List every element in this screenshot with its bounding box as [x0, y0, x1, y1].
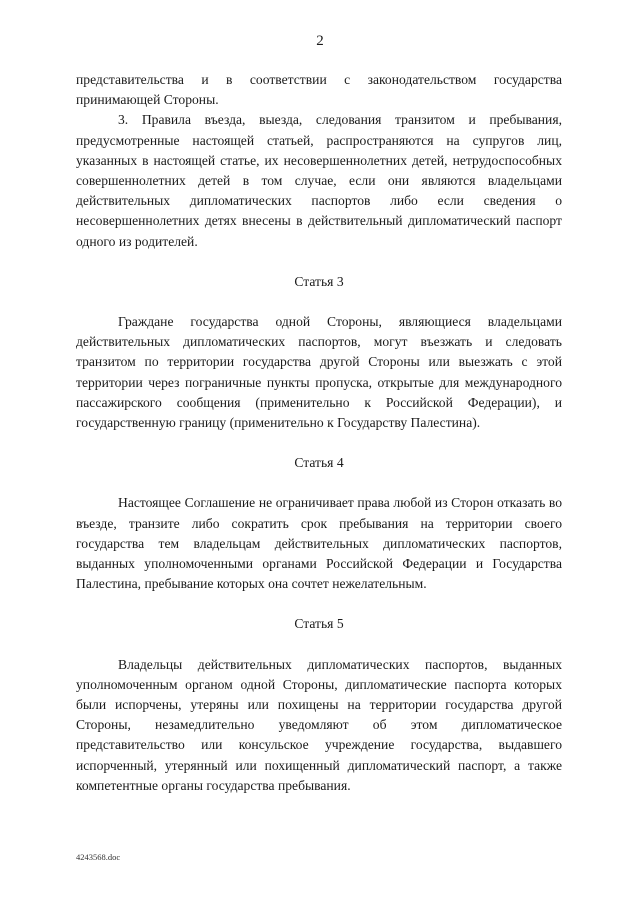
paragraph-3: 3. Правила въезда, выезда, следования транзитом и пребывания, предусмотренные настоящей статьей, распространяются на супругов лиц, указанных в настоящей статье, их несовершеннолетних детей, нетрудоспособных совершеннолетних детей в том случае, если они являются владельцами действительных дипломатических паспортов либо если сведения о несовершеннолетних детях внесены в действительный дипломатический паспорт одного из родителей. [76, 112, 562, 249]
article-3-text: Граждане государства одной Стороны, являющиеся владельцами действительных дипломатических паспортов, могут въезжать и следовать транзитом по территории государства другой Стороны или выезжать с этой территории через пограничные пункты пропуска, открытые для международного пассажирского сообщения (применительно к Российской Федерации), и государственную границу (применительно к Государству Палестина). [76, 314, 562, 431]
article-5-text: Владельцы действительных дипломатических паспортов, выданных уполномоченным органом одной Стороны, дипломатические паспорта которых были испорчены, утеряны или похищены на территории государства другой Стороны, незамедлительно уведомляют об этом дипломатическое представительство или консульское учреждение государства, выдавшего испорченный, утерянный или похищенный дипломатический паспорт, а также компетентные органы государства пребывания. [76, 656, 562, 793]
article-3-heading: Статья 3 [294, 273, 344, 289]
continuation-paragraph: представительства и в соответствии с законодательством государства принимающей Стороны. [76, 72, 562, 108]
page-number: 2 [316, 33, 324, 49]
article-4-heading: Статья 4 [294, 455, 344, 471]
article-5-heading: Статья 5 [294, 616, 344, 632]
article-4-text: Настоящее Соглашение не ограничивает права любой из Сторон отказать во въезде, транзите либо сократить срок пребывания на территории своего государства тем владельцам действительных дипломатических паспортов, выданных уполномоченными органами Российской Федерации и Государства Палестина, пребывание которых она сочтет нежелательным. [76, 495, 562, 592]
document-body [76, 70, 562, 796]
footer-file-name: 4243568.doc [76, 852, 121, 862]
